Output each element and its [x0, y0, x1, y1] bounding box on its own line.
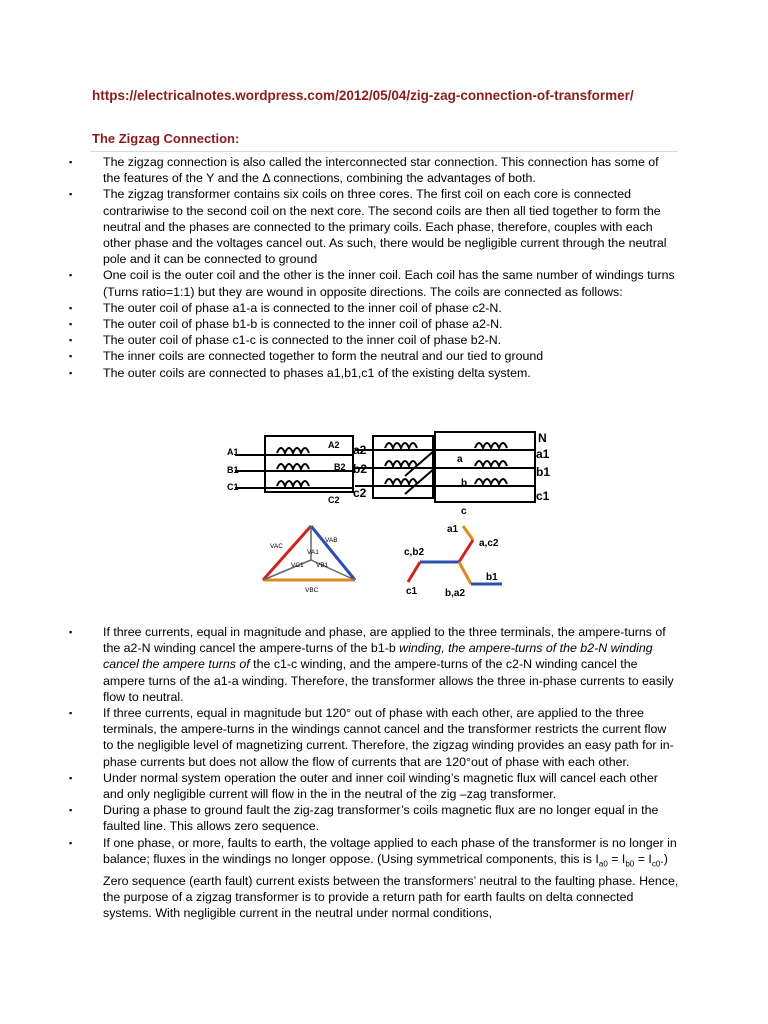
- figure-label: c,b2: [404, 547, 425, 558]
- figure-label: VA1: [307, 549, 319, 556]
- voltage-triangle-diagram: [263, 526, 355, 594]
- transformer-windings-diagram: [235, 432, 535, 502]
- section-heading: The Zigzag Connection:: [92, 131, 240, 146]
- figure-label: b,a2: [445, 588, 466, 598]
- list-item: [67, 835, 679, 921]
- figure-label: c1: [406, 586, 418, 597]
- list-item-text: The outer coils are connected to phases a1,b1,c1 of the existing delta system.: [103, 365, 531, 380]
- figure-label: c1: [536, 489, 550, 503]
- bullet-icon: ▪: [69, 627, 73, 637]
- list-item-text: [103, 835, 679, 921]
- heading-divider: [90, 151, 678, 152]
- bullet-icon: ▪: [69, 302, 73, 313]
- figure-label: VC1: [291, 562, 304, 569]
- figure-label: a1: [447, 524, 459, 535]
- figure-label: B1: [227, 465, 239, 475]
- figure-label: b2: [353, 462, 368, 476]
- bullet-icon: ▪: [69, 319, 73, 330]
- phasor-diagram: [404, 524, 502, 598]
- list-item: [67, 154, 679, 186]
- figure-label: c2: [353, 486, 367, 500]
- list-item-text: During a phase to ground fault the zig-zag transformer’s coils magnetic flux are no longer equal in the faulted line. This allows zero sequence.: [103, 803, 659, 834]
- subscript: c0: [651, 859, 661, 869]
- bullet-icon: ▪: [69, 837, 73, 848]
- bullet-icon: ▪: [69, 189, 73, 200]
- figure-label: a,c2: [479, 538, 499, 549]
- list-item: [67, 348, 679, 364]
- figure-label: VAB: [325, 537, 338, 544]
- list-item-text: The outer coil of phase a1-a is connected to the inner coil of phase c2-N.: [103, 300, 502, 315]
- list-item: [67, 770, 679, 802]
- list-item-text: The outer coil of phase b1-b is connected to the inner coil of phase a2-N.: [103, 317, 503, 332]
- list-item-text: [103, 624, 679, 705]
- list-item: [67, 365, 679, 381]
- list-item: [67, 316, 679, 332]
- bullet-icon: ▪: [69, 157, 73, 167]
- list-item: [67, 267, 679, 299]
- bullet-list-bottom: [67, 624, 679, 921]
- bullet-list-top: [67, 154, 679, 381]
- list-item: [67, 624, 679, 705]
- list-item-text: The inner coils are connected together to form the neutral and our tied to ground: [103, 349, 544, 364]
- text-run: = I: [607, 851, 626, 866]
- bullet-icon: ▪: [69, 335, 73, 346]
- text-run: the c1-c winding, and the ampere-turns of the c2-N winding cancel the ampere turns of the a1-a winding. Therefore, the transformer allows the three in-phase currents to easily flow to neutral.: [103, 657, 674, 704]
- italic-text-run: winding, the ampere-turns of the b2-N winding cancel the ampere turns of: [103, 641, 653, 672]
- bullet-icon: ▪: [69, 351, 73, 362]
- figure-label: c: [461, 506, 467, 517]
- figure-label: C2: [328, 495, 340, 505]
- figure-label: b1: [486, 572, 498, 583]
- figure-label: b: [461, 478, 468, 489]
- bullet-icon: ▪: [69, 708, 73, 719]
- bullet-icon: ▪: [69, 772, 73, 783]
- figure-label: B2: [334, 462, 346, 472]
- text-run: If one phase, or more, faults to earth, the voltage applied to each phase of the transformer is no longer in balance; fluxes in the windings no longer oppose. (Using symmetrical components, this is I: [103, 835, 677, 866]
- figure-label: A2: [328, 440, 340, 450]
- bullet-icon: ▪: [69, 270, 73, 281]
- figure-label: a: [457, 454, 463, 465]
- bullet-icon: ▪: [69, 805, 73, 816]
- figure-label: a1: [536, 447, 550, 461]
- zigzag-connection-figure: [225, 428, 560, 598]
- list-item-text: One coil is the outer coil and the other is the inner coil. Each coil has the same number of windings turns (Turns ratio=1:1) but they are wound in opposite directions. The coils are connected as follows:: [103, 268, 675, 299]
- figure-label: VBC: [305, 587, 319, 594]
- text-run: = I: [634, 851, 652, 866]
- list-item: [67, 802, 679, 834]
- subscript: a0: [598, 859, 608, 869]
- figure-label: b1: [536, 465, 551, 479]
- text-run: If three currents, equal in magnitude and phase, are applied to the three terminals, the ampere-turns of the a2-N winding cancel the ampere-turns of the b1-b: [103, 625, 666, 656]
- list-item: [67, 705, 679, 770]
- list-item-text: The outer coil of phase c1-c is connected to the inner coil of phase b2-N.: [103, 333, 502, 348]
- list-item-text: If three currents, equal in magnitude but 120° out of phase with each other, are applied to the three terminals, the ampere-turns in the windings cannot cancel and the transformer restricts the current flow to the negligible level of magnetizing current. Therefore, the zigzag winding provides an easy path for in-phase currents but does not allow the flow of currents that are 120°out of phase with each other.: [103, 706, 674, 769]
- figure-label: a2: [353, 443, 367, 457]
- bullet-icon: ▪: [69, 367, 73, 378]
- list-item-text: The zigzag connection is also called the interconnected star connection. This connection has some of the features of the Y and the Δ connections, combining the advantages of both.: [103, 155, 659, 186]
- figure-label: C1: [227, 482, 239, 492]
- subscript: b0: [625, 859, 635, 869]
- source-link[interactable]: https://electricalnotes.wordpress.com/2012/05/04/zig-zag-connection-of-transformer/: [92, 88, 634, 103]
- list-item-text: Under normal system operation the outer and inner coil winding’s magnetic flux will cancel each other and only negligible current will flow in the in the neutral of the zig –zag transformer.: [103, 770, 658, 802]
- text-run: .) Zero sequence (earth fault) current exists between the transformers’ neutral to the faulting phase. Hence, the purpose of a zigzag transformer is to provide a return path for earth faults on delta connected systems. With negligible current in the neutral under normal conditions,: [103, 851, 679, 920]
- figure-label: VAC: [270, 543, 283, 550]
- list-item: [67, 332, 679, 348]
- list-item-text: The zigzag transformer contains six coils on three cores. The first coil on each core is connected contrariwise to the second coil on the next core. The second coils are then all tied together to form the neutral and the phases are connected to the primary coils. Each phase, therefore, couples with each other phase and the voltages cancel out. As such, there would be negligible current through the neutral pole and it can be connected to ground: [103, 187, 667, 267]
- list-item: [67, 186, 679, 267]
- figure-label: VB1: [316, 562, 329, 569]
- figure-label: N: [538, 431, 547, 445]
- list-item: [67, 300, 679, 316]
- figure-label: A1: [227, 447, 239, 457]
